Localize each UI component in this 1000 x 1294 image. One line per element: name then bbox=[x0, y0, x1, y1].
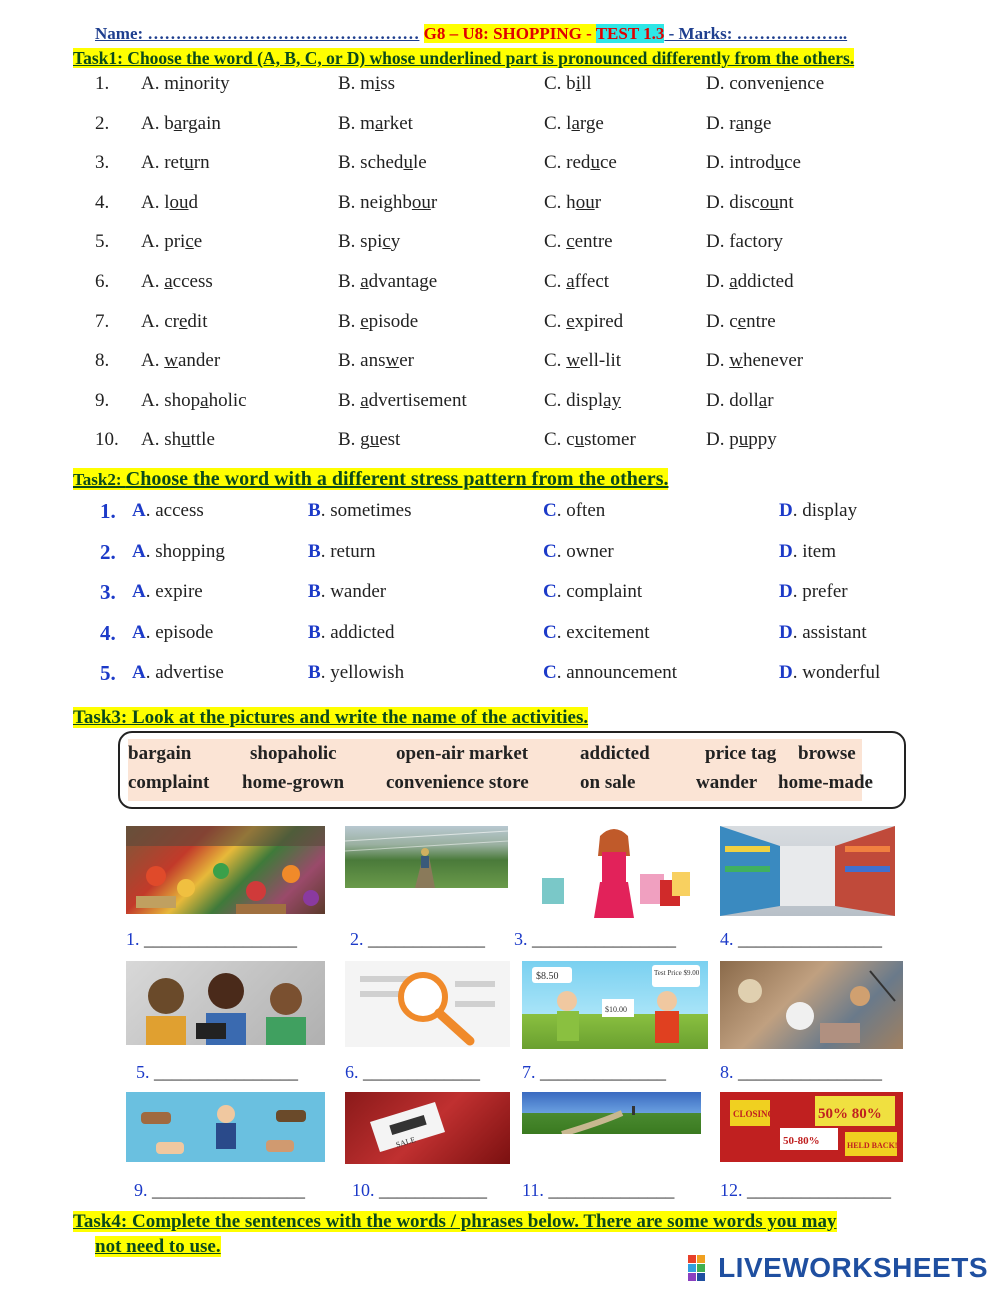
underlined-part: u bbox=[574, 429, 585, 451]
path-in-field bbox=[522, 1092, 701, 1134]
underlined-part: a bbox=[374, 112, 384, 134]
name-field-label: Name: ………………………………………… bbox=[95, 24, 420, 43]
task3-heading: Task3: Look at the pictures and write the name of the activities. bbox=[73, 707, 589, 728]
option-word: often bbox=[566, 500, 606, 521]
underlined-part: w bbox=[729, 350, 743, 372]
option-d[interactable]: D. convenience bbox=[706, 73, 825, 94]
option-c[interactable]: C. reduce bbox=[544, 152, 617, 174]
option-letter: A bbox=[132, 662, 146, 683]
question-number: 4. bbox=[95, 191, 110, 213]
browse-picture bbox=[345, 961, 510, 1047]
answer-blank-4[interactable]: 4. ________________ bbox=[720, 929, 882, 949]
underlined-part: a bbox=[173, 112, 183, 134]
option-a[interactable]: A. episode bbox=[132, 621, 214, 643]
task2-heading: Task2: Choose the word with a different stress pattern from the others. bbox=[73, 468, 669, 490]
option-b[interactable]: B. sometimes bbox=[308, 500, 412, 521]
option-a[interactable]: A. return bbox=[141, 152, 210, 174]
option-word: return bbox=[330, 540, 376, 562]
option-c[interactable]: C. well-lit bbox=[544, 350, 622, 372]
underlined-part: e bbox=[737, 310, 747, 332]
option-d[interactable]: D. item bbox=[779, 540, 837, 562]
liveworksheets-logo-icon bbox=[688, 1255, 714, 1281]
option-letter: D bbox=[779, 500, 793, 521]
option-letter: A bbox=[132, 621, 146, 643]
option-letter: C bbox=[543, 621, 557, 643]
option-word: item bbox=[802, 540, 837, 562]
option-d[interactable]: D. whenever bbox=[706, 350, 804, 372]
option-c[interactable]: C. centre bbox=[544, 231, 613, 253]
option-a[interactable]: A. access bbox=[141, 271, 213, 292]
question-number: 10. bbox=[95, 429, 119, 451]
underlined-part: e bbox=[360, 310, 369, 332]
open-air-market-picture bbox=[126, 826, 325, 914]
question-number: 2. bbox=[100, 539, 116, 564]
question-number: 8. bbox=[95, 350, 110, 372]
word-bank-item: home-grown bbox=[242, 772, 345, 793]
option-d[interactable]: D. wonderful bbox=[779, 662, 881, 683]
addicted-picture bbox=[126, 961, 325, 1045]
option-c[interactable]: C. complaint bbox=[543, 581, 643, 602]
answer-blank-8[interactable]: 8. ________________ bbox=[720, 1062, 882, 1082]
question-number: 7. bbox=[95, 310, 110, 332]
underlined-part: w bbox=[164, 350, 178, 372]
thumbs-down-scene bbox=[126, 1092, 325, 1162]
option-c[interactable]: C. announcement bbox=[543, 662, 678, 683]
question-number: 2. bbox=[95, 112, 110, 134]
shopaholic-picture bbox=[522, 826, 703, 918]
underlined-part: i bbox=[374, 73, 381, 94]
option-b[interactable]: B. answer bbox=[338, 350, 414, 372]
option-letter: B bbox=[308, 500, 321, 521]
option-letter: B bbox=[308, 540, 321, 562]
option-b[interactable]: B. advantage bbox=[338, 271, 438, 292]
option-a[interactable]: A. bargain bbox=[141, 112, 221, 134]
tag-label: SALE bbox=[394, 1135, 417, 1150]
home-grown-picture bbox=[345, 826, 508, 888]
question-number: 6. bbox=[95, 271, 110, 292]
answer-blank-3[interactable]: 3. ________________ bbox=[514, 929, 676, 949]
sale-signs bbox=[720, 1092, 903, 1162]
option-d[interactable]: D. assistant bbox=[779, 621, 867, 643]
option-a[interactable]: A. credit bbox=[141, 310, 208, 332]
option-d[interactable]: D. addicted bbox=[706, 271, 794, 292]
money-bill: $10.00 bbox=[605, 1005, 627, 1014]
answer-blank-10[interactable]: 10. ____________ bbox=[352, 1180, 487, 1200]
option-b[interactable]: B. schedule bbox=[338, 152, 427, 174]
option-word: owner bbox=[566, 540, 614, 562]
option-letter: B bbox=[308, 581, 321, 602]
option-a[interactable]: A. expire bbox=[132, 581, 203, 602]
magnifier-graphic bbox=[345, 961, 510, 1047]
option-a[interactable]: A. loud bbox=[141, 191, 198, 213]
option-a[interactable]: A. shopaholic bbox=[141, 389, 247, 411]
underlined-part: u bbox=[590, 152, 600, 174]
underlined-part: a bbox=[360, 271, 369, 292]
answer-blank-5[interactable]: 5. ________________ bbox=[136, 1062, 298, 1082]
question-number: 4. bbox=[100, 620, 116, 645]
option-b[interactable]: B. advertisement bbox=[338, 389, 467, 411]
option-b[interactable]: B. market bbox=[338, 112, 413, 134]
option-c[interactable]: C. excitement bbox=[543, 621, 650, 643]
marks-field-label: - Marks: ……………….. bbox=[664, 24, 848, 43]
option-letter: D bbox=[779, 581, 793, 602]
question-number: 5. bbox=[95, 231, 110, 253]
closing-sign: CLOSING bbox=[733, 1109, 775, 1119]
store-aisle bbox=[720, 826, 895, 916]
underlined-part: a bbox=[729, 271, 738, 292]
option-letter: A bbox=[132, 500, 146, 521]
worksheet-header bbox=[95, 24, 847, 44]
option-a[interactable]: A. shopping bbox=[132, 540, 225, 562]
option-d[interactable]: D. factory bbox=[706, 231, 784, 253]
option-letter: A bbox=[132, 581, 146, 602]
option-d[interactable]: D. prefer bbox=[779, 581, 848, 602]
answer-blank-6[interactable]: 6. _____________ bbox=[345, 1062, 480, 1082]
title-unit: G8 – U8: SHOPPING - bbox=[423, 24, 596, 43]
option-a[interactable]: A. advertise bbox=[132, 662, 224, 683]
price-bubble-left: $8.50 bbox=[536, 971, 559, 982]
word-bank-item: bargain bbox=[128, 743, 192, 764]
underlined-part: ou bbox=[411, 191, 431, 213]
option-word: assistant bbox=[802, 621, 867, 643]
task4-heading-line1: Task4: Complete the sentences with the words / phrases below. There are some words you may bbox=[73, 1211, 837, 1232]
held-back-sign: HELD BACK! bbox=[847, 1141, 898, 1150]
word-bank-item: shopaholic bbox=[250, 743, 337, 764]
word-bank-item: addicted bbox=[580, 743, 650, 764]
option-c[interactable]: C. owner bbox=[543, 540, 614, 562]
answer-blank-1[interactable]: 1. _________________ bbox=[126, 929, 297, 949]
option-a[interactable]: A. wander bbox=[141, 350, 221, 372]
on-sale-picture bbox=[720, 1092, 903, 1162]
option-word: shopping bbox=[155, 540, 225, 562]
underlined-part: i bbox=[179, 73, 185, 94]
option-b[interactable]: B. addicted bbox=[308, 621, 395, 643]
word-bank-item: price tag bbox=[705, 743, 777, 764]
option-a[interactable]: A. shuttle bbox=[141, 429, 215, 451]
option-d[interactable]: D. display bbox=[779, 500, 858, 521]
kids-with-devices bbox=[126, 961, 325, 1045]
complaint-picture bbox=[126, 1092, 325, 1162]
home-made-picture bbox=[720, 961, 903, 1049]
answer-blank-9[interactable]: 9. _________________ bbox=[134, 1180, 305, 1200]
option-c[interactable]: C. large bbox=[544, 112, 604, 134]
option-letter: A bbox=[132, 540, 146, 562]
option-word: prefer bbox=[802, 581, 848, 602]
question-number: 1. bbox=[95, 73, 110, 94]
option-letter: C bbox=[543, 500, 557, 521]
option-word: yellowish bbox=[330, 662, 405, 683]
option-letter: D bbox=[779, 621, 793, 643]
sale-percent-sign-2: 50-80% bbox=[783, 1135, 820, 1147]
liveworksheets-logo: LIVEWORKSHEETS bbox=[688, 1252, 988, 1284]
answer-blank-2[interactable]: 2. _____________ bbox=[350, 929, 485, 949]
underlined-part: a bbox=[571, 112, 580, 134]
answer-blank-11[interactable]: 11. ______________ bbox=[522, 1180, 675, 1200]
title-test-number: TEST 1.3 bbox=[595, 24, 665, 43]
underlined-part: a bbox=[566, 271, 575, 292]
convenience-store-picture bbox=[720, 826, 895, 916]
woman-with-bags bbox=[522, 826, 703, 918]
underlined-part: c bbox=[185, 231, 194, 253]
question-number: 1. bbox=[100, 499, 116, 523]
option-word: episode bbox=[155, 621, 214, 643]
option-d[interactable]: D. discount bbox=[706, 191, 794, 213]
underlined-part: a bbox=[200, 389, 209, 411]
option-word: display bbox=[802, 500, 858, 521]
option-a[interactable]: A. minority bbox=[141, 73, 230, 94]
underlined-part: e bbox=[178, 310, 188, 332]
option-word: expire bbox=[155, 581, 203, 602]
option-b[interactable]: B. miss bbox=[338, 73, 396, 94]
underlined-part: i bbox=[784, 73, 790, 94]
bargaining-men bbox=[522, 961, 708, 1049]
word-bank-item: convenience store bbox=[386, 772, 529, 793]
word-bank-item: open-air market bbox=[396, 743, 529, 764]
option-d[interactable]: D. introduce bbox=[706, 152, 801, 174]
tag-on-bag bbox=[345, 1092, 510, 1164]
underlined-part: w bbox=[566, 350, 580, 372]
option-letter: C bbox=[543, 662, 557, 683]
option-letter: C bbox=[543, 540, 557, 562]
question-number: 3. bbox=[95, 152, 110, 174]
underlined-part: w bbox=[385, 350, 400, 372]
underlined-part: i bbox=[575, 73, 581, 94]
underlined-part: c bbox=[382, 231, 391, 253]
option-word: excitement bbox=[566, 621, 650, 643]
underlined-part: e bbox=[566, 310, 575, 332]
option-d[interactable]: D. centre bbox=[706, 310, 776, 332]
option-b[interactable]: B. episode bbox=[338, 310, 419, 332]
underlined-part: a bbox=[164, 271, 173, 292]
option-c[interactable]: C. affect bbox=[544, 271, 610, 292]
word-bank-item: home-made bbox=[778, 772, 873, 793]
option-word: sometimes bbox=[330, 500, 412, 521]
word-bank-item: on sale bbox=[580, 772, 636, 793]
crafts-table bbox=[720, 961, 903, 1049]
question-number: 3. bbox=[100, 580, 116, 604]
word-bank-box bbox=[118, 731, 906, 809]
option-word: wonderful bbox=[802, 662, 881, 683]
option-c[interactable]: C. display bbox=[544, 389, 622, 411]
option-a[interactable]: A. price bbox=[141, 231, 203, 253]
option-d[interactable]: D. puppy bbox=[706, 429, 777, 451]
option-b[interactable]: B. spicy bbox=[338, 231, 401, 253]
word-bank-item: complaint bbox=[128, 772, 210, 793]
underlined-part: u bbox=[403, 152, 413, 174]
option-word: announcement bbox=[566, 662, 678, 683]
price-tag-picture bbox=[345, 1092, 510, 1164]
word-bank-item: browse bbox=[798, 743, 856, 764]
underlined-part: u bbox=[181, 429, 191, 451]
underlined-part: u bbox=[738, 429, 749, 451]
option-letter: B bbox=[308, 662, 321, 683]
task1-heading: Task1: Choose the word (A, B, C, or D) whose underlined part is pronounced differently from the others. bbox=[73, 48, 855, 68]
option-b[interactable]: B. yellowish bbox=[308, 662, 405, 683]
underlined-part: a bbox=[758, 389, 768, 411]
price-bubble-right: Test Price $9.00 bbox=[654, 969, 700, 977]
option-word: access bbox=[155, 500, 204, 521]
option-word: wander bbox=[330, 581, 387, 602]
underlined-part: u bbox=[774, 152, 785, 174]
option-letter: D bbox=[779, 662, 793, 683]
option-c[interactable]: C. often bbox=[543, 500, 606, 521]
underlined-part: c bbox=[566, 231, 575, 253]
option-b[interactable]: B. return bbox=[308, 540, 376, 562]
option-word: complaint bbox=[566, 581, 643, 602]
underlined-part: a bbox=[360, 389, 369, 411]
greenhouse-scene bbox=[345, 826, 508, 888]
option-b[interactable]: B. neighbour bbox=[338, 191, 438, 213]
underlined-part: a bbox=[735, 112, 744, 134]
option-a[interactable]: A. access bbox=[132, 500, 204, 521]
underlined-part: ou bbox=[759, 191, 779, 213]
option-b[interactable]: B. wander bbox=[308, 581, 387, 602]
option-word: advertise bbox=[155, 662, 224, 683]
option-letter: C bbox=[543, 581, 557, 602]
option-d[interactable]: D. range bbox=[706, 112, 772, 134]
answer-blank-12[interactable]: 12. ________________ bbox=[720, 1180, 891, 1200]
wander-picture bbox=[522, 1092, 701, 1134]
underlined-part: u bbox=[184, 152, 194, 174]
option-letter: B bbox=[308, 621, 321, 643]
option-letter: D bbox=[779, 540, 793, 562]
market-scene bbox=[126, 826, 325, 914]
option-c[interactable]: C. expired bbox=[544, 310, 624, 332]
bargain-picture bbox=[522, 961, 708, 1049]
question-number: 5. bbox=[100, 661, 116, 685]
underlined-part: ay bbox=[603, 389, 622, 411]
option-d[interactable]: D. dollar bbox=[706, 389, 774, 411]
option-c[interactable]: C. bill bbox=[544, 73, 592, 94]
option-c[interactable]: C. hour bbox=[544, 191, 602, 213]
option-word: addicted bbox=[330, 621, 395, 643]
option-c[interactable]: C. customer bbox=[544, 429, 636, 451]
underlined-part: ou bbox=[575, 191, 595, 213]
question-number: 9. bbox=[95, 389, 110, 411]
underlined-part: ou bbox=[169, 191, 189, 213]
option-b[interactable]: B. guest bbox=[338, 429, 401, 451]
underlined-part: u bbox=[369, 429, 380, 451]
task4-heading-line2: not need to use. bbox=[95, 1236, 221, 1257]
word-bank-item: wander bbox=[696, 772, 758, 793]
answer-blank-7[interactable]: 7. ______________ bbox=[522, 1062, 666, 1082]
sale-percent-sign: 50% 80% bbox=[818, 1106, 882, 1122]
